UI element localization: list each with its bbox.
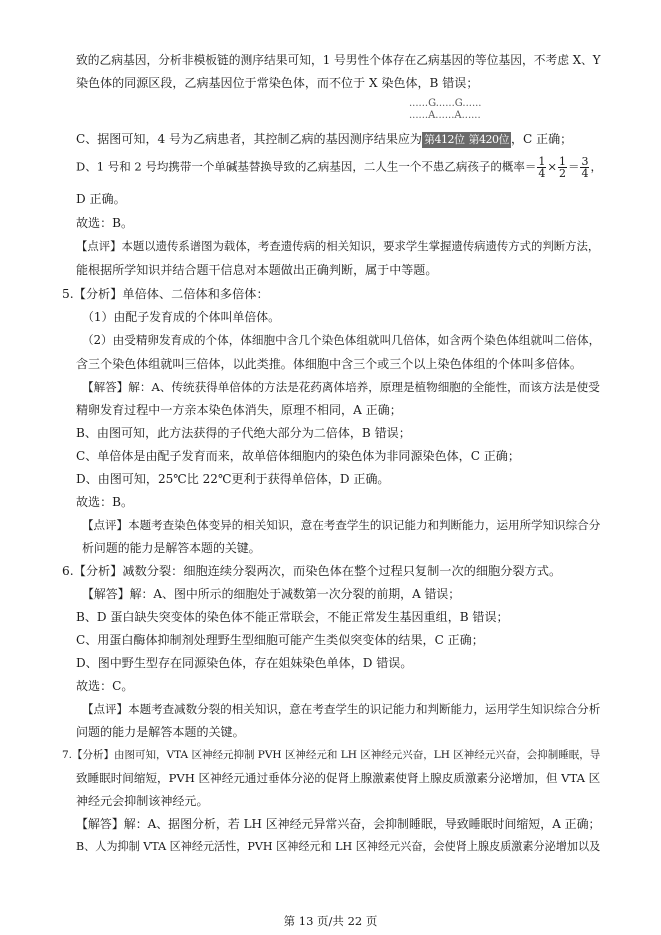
text-line: D 正确。 — [76, 192, 126, 206]
question-heading: 6.【分析】减数分裂：细胞连续分裂两次，而染色体在整个过程只复制一次的细胞分裂方式。 — [62, 564, 562, 578]
text-line: （2）由受精卵发育成的个体，体细胞中含几个染色体组就叫几倍体，如含两个染色体组就叫二倍体， — [82, 333, 601, 347]
text-line: 故选：B。 — [76, 495, 134, 509]
text-segment: C、据图可知，4 号为乙病患者，其控制乙病的基因测序结果应为 — [76, 132, 422, 146]
text-line: 【点评】本题以遗传系谱图为载体，考查遗传病的相关知识，要求学生掌握遗传病遗传方式的判断方法， — [76, 239, 600, 253]
text-line: 含三个染色体组就叫三倍体，以此类推。体细胞中含三个或三个以上染色体组的个体叫多倍体。 — [76, 357, 582, 371]
text-line: （1）由配子发育成的个体叫单倍体。 — [82, 310, 281, 324]
text-segment: D、1 号和 2 号均携带一个单碱基替换导致的乙病基因，二人生一个不患乙病孩子的概率＝ — [76, 159, 537, 174]
text-line: 【解答】解：A、传统获得单倍体的方法是花药离体培养，原理是植物细胞的全能性，而该方法是使受 — [82, 380, 600, 394]
text-segment: ， — [590, 159, 602, 174]
text-line: 致睡眠时间缩短，PVH 区神经元通过垂体分泌的促肾上腺激素使肾上腺皮质激素分泌增加，但 VTA 区 — [76, 771, 601, 785]
question-heading: 7.【分析】由图可知，VTA 区神经元抑制 PVH 区神经元和 LH 区神经元兴奋，LH 区神经元兴奋，会抑制睡眠，导 — [62, 749, 601, 761]
times-sign: × — [547, 159, 557, 174]
text-line: 【点评】本题考查染色体变异的相关知识，意在考查学生的识记能力和判断能力，运用所学知识综合分 — [82, 518, 601, 532]
sequence-figure — [409, 98, 489, 122]
text-line: 精卵发育过程中一方亲本染色体消失，原理不相同，A 正确； — [76, 403, 402, 417]
text-line: 故选：B。 — [76, 216, 134, 230]
sequence-row-1: ......G......G...... — [409, 98, 482, 109]
text-line: B、由图可知，此方法获得的子代绝大部分为二倍体，B 错误； — [76, 426, 411, 440]
sequence-position-label: 第420位 — [468, 133, 509, 146]
question-heading: 5.【分析】单倍体、二倍体和多倍体： — [62, 287, 269, 301]
text-line: B、D 蛋白缺失突变体的染色体不能正常联会，不能正常发生基因重组，B 错误； — [76, 610, 509, 624]
text-line: 【点评】本题考查减数分裂的相关知识，意在考查学生的识记能力和判断能力，运用学生知识综合分析 — [82, 702, 601, 716]
text-line: 致的乙病基因，分析非模板链的测序结果可知，1 号男性个体存在乙病基因的等位基因，不考虑 X、Y — [76, 53, 601, 67]
equals-sign: ＝ — [567, 159, 580, 174]
text-line: D、图中野生型存在同源染色体，存在姐妹染色单体，D 错误。 — [76, 656, 413, 670]
sequence-position-label: 第412位 — [423, 133, 465, 146]
fraction: $\frac{1}{2}$ — [558, 155, 566, 180]
sequence-row-2: ......A......A...... — [409, 110, 481, 121]
text-line: 问题的能力是解答本题的关键。 — [76, 725, 245, 739]
text-line: C、单倍体是由配子发育而来，故单倍体细胞内的染色体为非同源染色体，C 正确； — [76, 449, 520, 463]
text-line: 【解答】解：A、据图分析，若 LH 区神经元异常兴奋，会抑制睡眠，导致睡眠时间缩短，A 正确； — [76, 817, 601, 831]
text-line: 染色体的同源区段，乙病基因位于常染色体，而不位于 X 染色体，B 错误； — [76, 76, 479, 90]
text-line — [76, 156, 606, 179]
text-line: 故选：C。 — [76, 679, 134, 693]
text-line: D、由图可知，25℃比 22℃更利于获得单倍体，D 正确。 — [76, 472, 390, 486]
fraction: $\frac{1}{4}$ — [538, 155, 546, 180]
text-segment: ，C 正确； — [510, 132, 573, 146]
page-footer: 第 13 页/共 22 页 — [283, 914, 378, 928]
text-line — [76, 131, 606, 148]
text-line: C、用蛋白酶体抑制剂处理野生型细胞可能产生类似突变体的结果，C 正确； — [76, 633, 484, 647]
fraction: $\frac{3}{4}$ — [581, 155, 589, 180]
text-line: 神经元会抑制该神经元。 — [76, 794, 209, 808]
text-line: 能根据所学知识并结合题干信息对本题做出正确判断，属于中等题。 — [76, 263, 438, 277]
text-line: 【解答】解：A、图中所示的细胞处于减数第一次分裂的前期，A 错误； — [82, 587, 461, 601]
text-line: B、人为抑制 VTA 区神经元活性，PVH 区神经元和 LH 区神经元兴奋，会使肾上腺皮质激素分泌增加以及 — [76, 840, 601, 853]
text-line: 析问题的能力是解答本题的关键。 — [82, 541, 261, 555]
